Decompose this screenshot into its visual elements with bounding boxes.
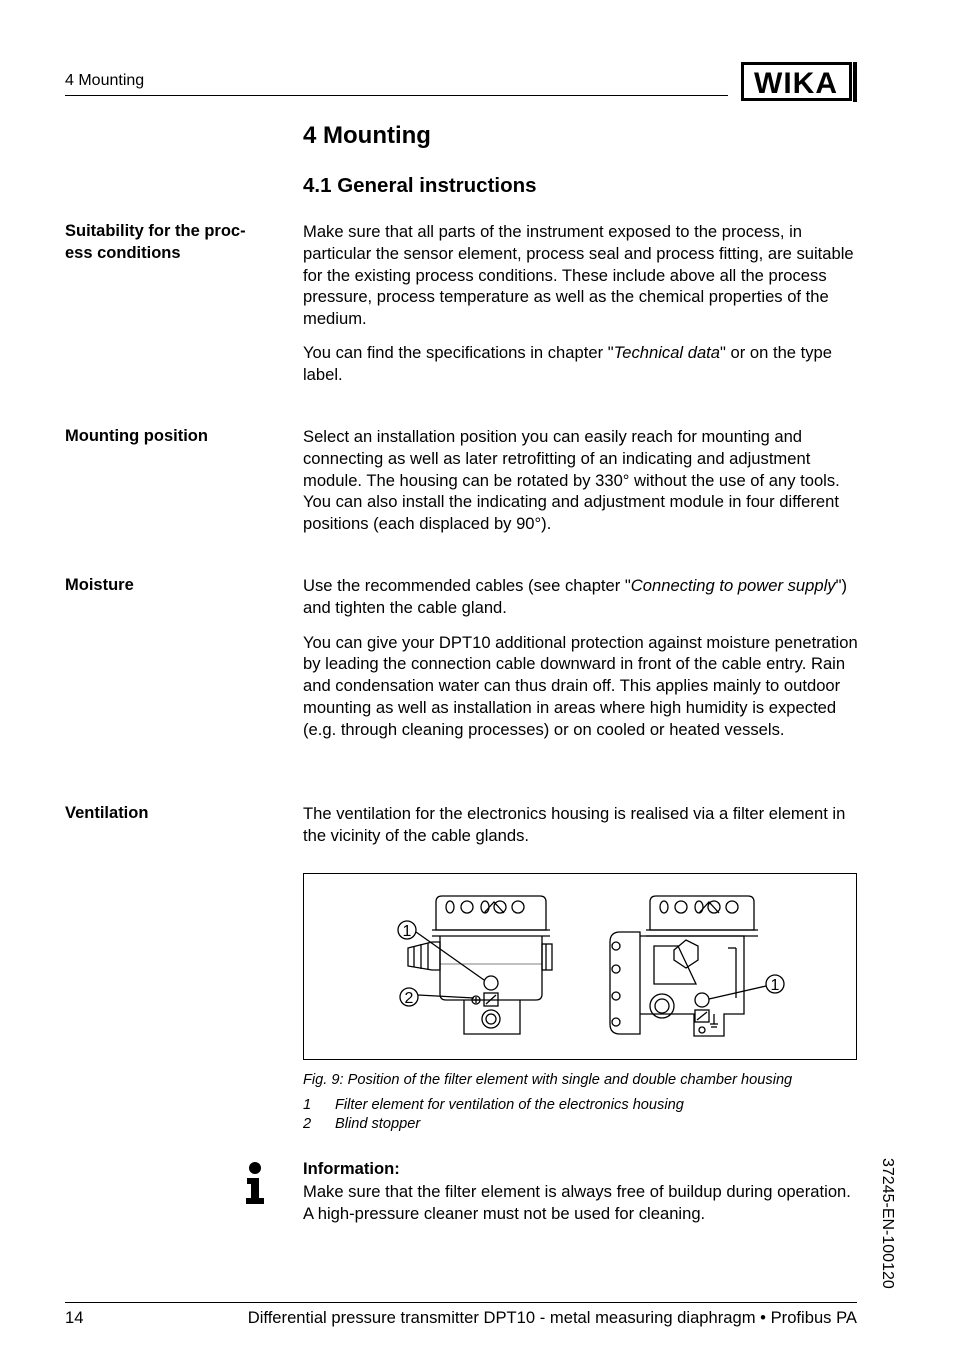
label-ventilation: Ventilation <box>65 804 149 822</box>
mounting-position-text: Select an installation position you can easily reach for mounting and connecting as well as later retrofitting of an indicating and adjustment module. The housing can be rotated by 330° without the use of any tools. You can also install the indicating and adjustment module in four different positions (each displaced by 90°). <box>303 427 840 534</box>
figure-housings <box>303 873 857 1060</box>
section-title: 4.1 General instructions <box>303 174 537 197</box>
footer-title: Differential pressure transmitter DPT10 - metal measuring diaphragm • Profibus PA <box>247 1308 857 1327</box>
callout-label-1a: 1 <box>402 923 412 940</box>
chapter-title: 4 Mounting <box>303 122 431 149</box>
label-moisture: Moisture <box>65 576 134 594</box>
label-suitability: Suitability for the proc- ess conditions <box>65 222 246 262</box>
single-chamber-housing <box>408 896 552 1034</box>
moisture-text: Use the recommended cables (see chapter "Connecting to power supply") and tighten the cable gland. You can give your DPT10 additional protection against moisture penetration by leading the connection cable downward in front of the cable entry. Rain and condensation water can thus drain off. This applies mainly to outdoor mounting as well as installation in areas where high humidity is expected (e.g. through cleaning processes) or on cooled or heated vessels. <box>303 576 858 739</box>
figure-caption: Fig. 9: Position of the filter element with single and double chamber housing <box>303 1072 793 1088</box>
document-number: 37245-EN-100120 <box>879 1158 896 1289</box>
footer-rule <box>65 1302 857 1303</box>
header-rule <box>65 95 728 96</box>
suitability-text: Make sure that all parts of the instrument exposed to the process, in particular the sensor element, process seal and process fitting, are suitable for the existing process conditions. These include above all the process pressure, process temperature as well as the chemical properties of the medium. You can find the specifications in chapter "Technical data" or on the type label. <box>303 222 854 384</box>
info-title: Information: <box>303 1159 400 1178</box>
callout-label-2: 2 <box>404 990 414 1007</box>
legend-item: 1 Filter element for ventilation of the electronics housing <box>303 1097 684 1113</box>
page-number: 14 <box>65 1308 84 1327</box>
wika-logo <box>741 62 857 102</box>
double-chamber-housing <box>610 896 758 1036</box>
housing-drawing <box>304 874 856 1059</box>
label-mounting-position: Mounting position <box>65 427 208 445</box>
ventilation-text: The ventilation for the electronics housing is realised via a filter element in the vicinity of the cable glands. <box>303 804 846 845</box>
callout-label-1b: 1 <box>770 977 780 994</box>
running-header: 4 Mounting <box>65 72 145 89</box>
info-text: Make sure that the filter element is always free of buildup during operation. A high-pressure cleaner must not be used for cleaning. <box>303 1182 851 1223</box>
svg-text:WIKA: WIKA <box>754 67 838 100</box>
legend-item: 2 Blind stopper <box>303 1116 421 1132</box>
info-icon <box>244 1162 266 1204</box>
